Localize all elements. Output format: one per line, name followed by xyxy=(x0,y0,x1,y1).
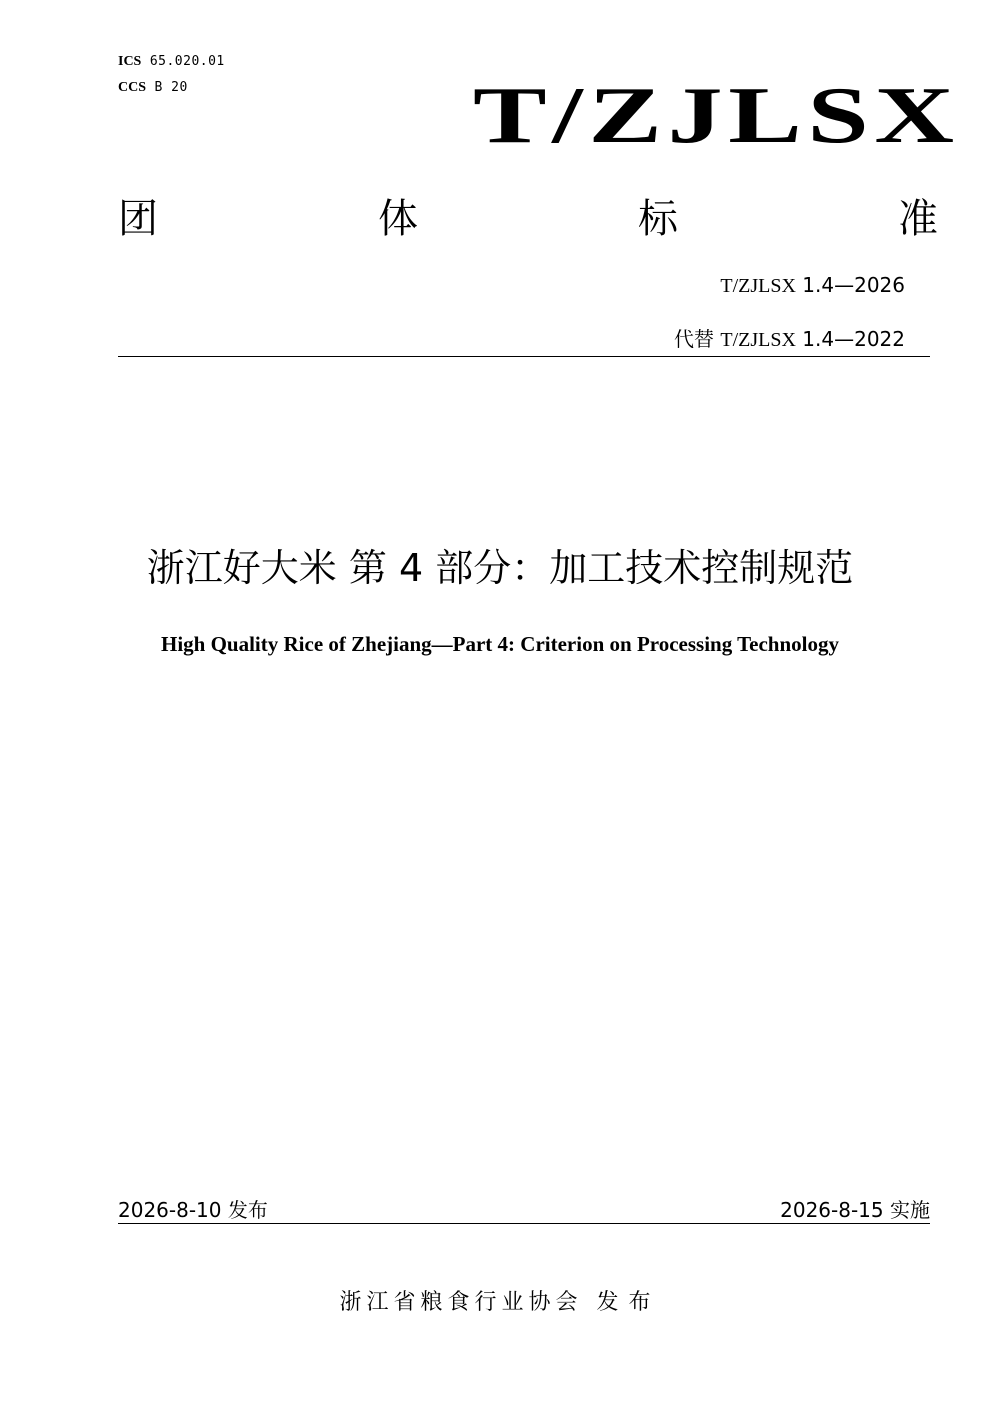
standard-brand-code: T/ZJLSX xyxy=(473,72,960,160)
replaces-number: 1.4—2022 xyxy=(802,327,905,351)
standard-number-value: 1.4—2026 xyxy=(802,273,905,297)
issue-date xyxy=(118,1197,268,1223)
publisher xyxy=(0,1288,1000,1318)
standard-number xyxy=(720,272,905,299)
issue-date-label: 发布 xyxy=(227,1198,268,1222)
issue-date-value: 2026-8-10 xyxy=(118,1198,222,1222)
effective-date xyxy=(780,1197,930,1223)
ccs-code: B 20 xyxy=(154,80,188,95)
ccs-label: CCS xyxy=(118,80,147,95)
replaces-standard xyxy=(674,326,905,353)
header-divider xyxy=(118,356,930,357)
document-type-char: 准 xyxy=(898,196,938,242)
ics-classification xyxy=(118,52,225,71)
replaces-label: 代替 xyxy=(674,327,714,351)
standard-number-prefix: T/ZJLSX xyxy=(720,275,796,297)
document-type-heading xyxy=(118,192,938,246)
effective-date-label: 实施 xyxy=(890,1198,930,1222)
document-type-char: 标 xyxy=(638,196,678,242)
effective-date-value: 2026-8-15 xyxy=(780,1198,884,1222)
ics-label: ICS xyxy=(118,54,142,69)
document-type-char: 团 xyxy=(118,196,158,242)
ccs-classification xyxy=(118,78,188,97)
document-title-english: High Quality Rice of Zhejiang—Part 4: Criterion on Processing Technology xyxy=(160,632,839,656)
footer-divider xyxy=(118,1223,930,1224)
replaces-prefix: T/ZJLSX xyxy=(720,329,796,351)
document-type-char: 体 xyxy=(378,196,418,242)
ics-code: 65.020.01 xyxy=(149,54,225,69)
publisher-action: 发布 xyxy=(596,1290,661,1315)
publisher-name: 浙江省粮食行业协会 xyxy=(339,1290,583,1315)
document-title-chinese: 浙江好大米 第 4 部分：加工技术控制规范 xyxy=(146,546,854,590)
